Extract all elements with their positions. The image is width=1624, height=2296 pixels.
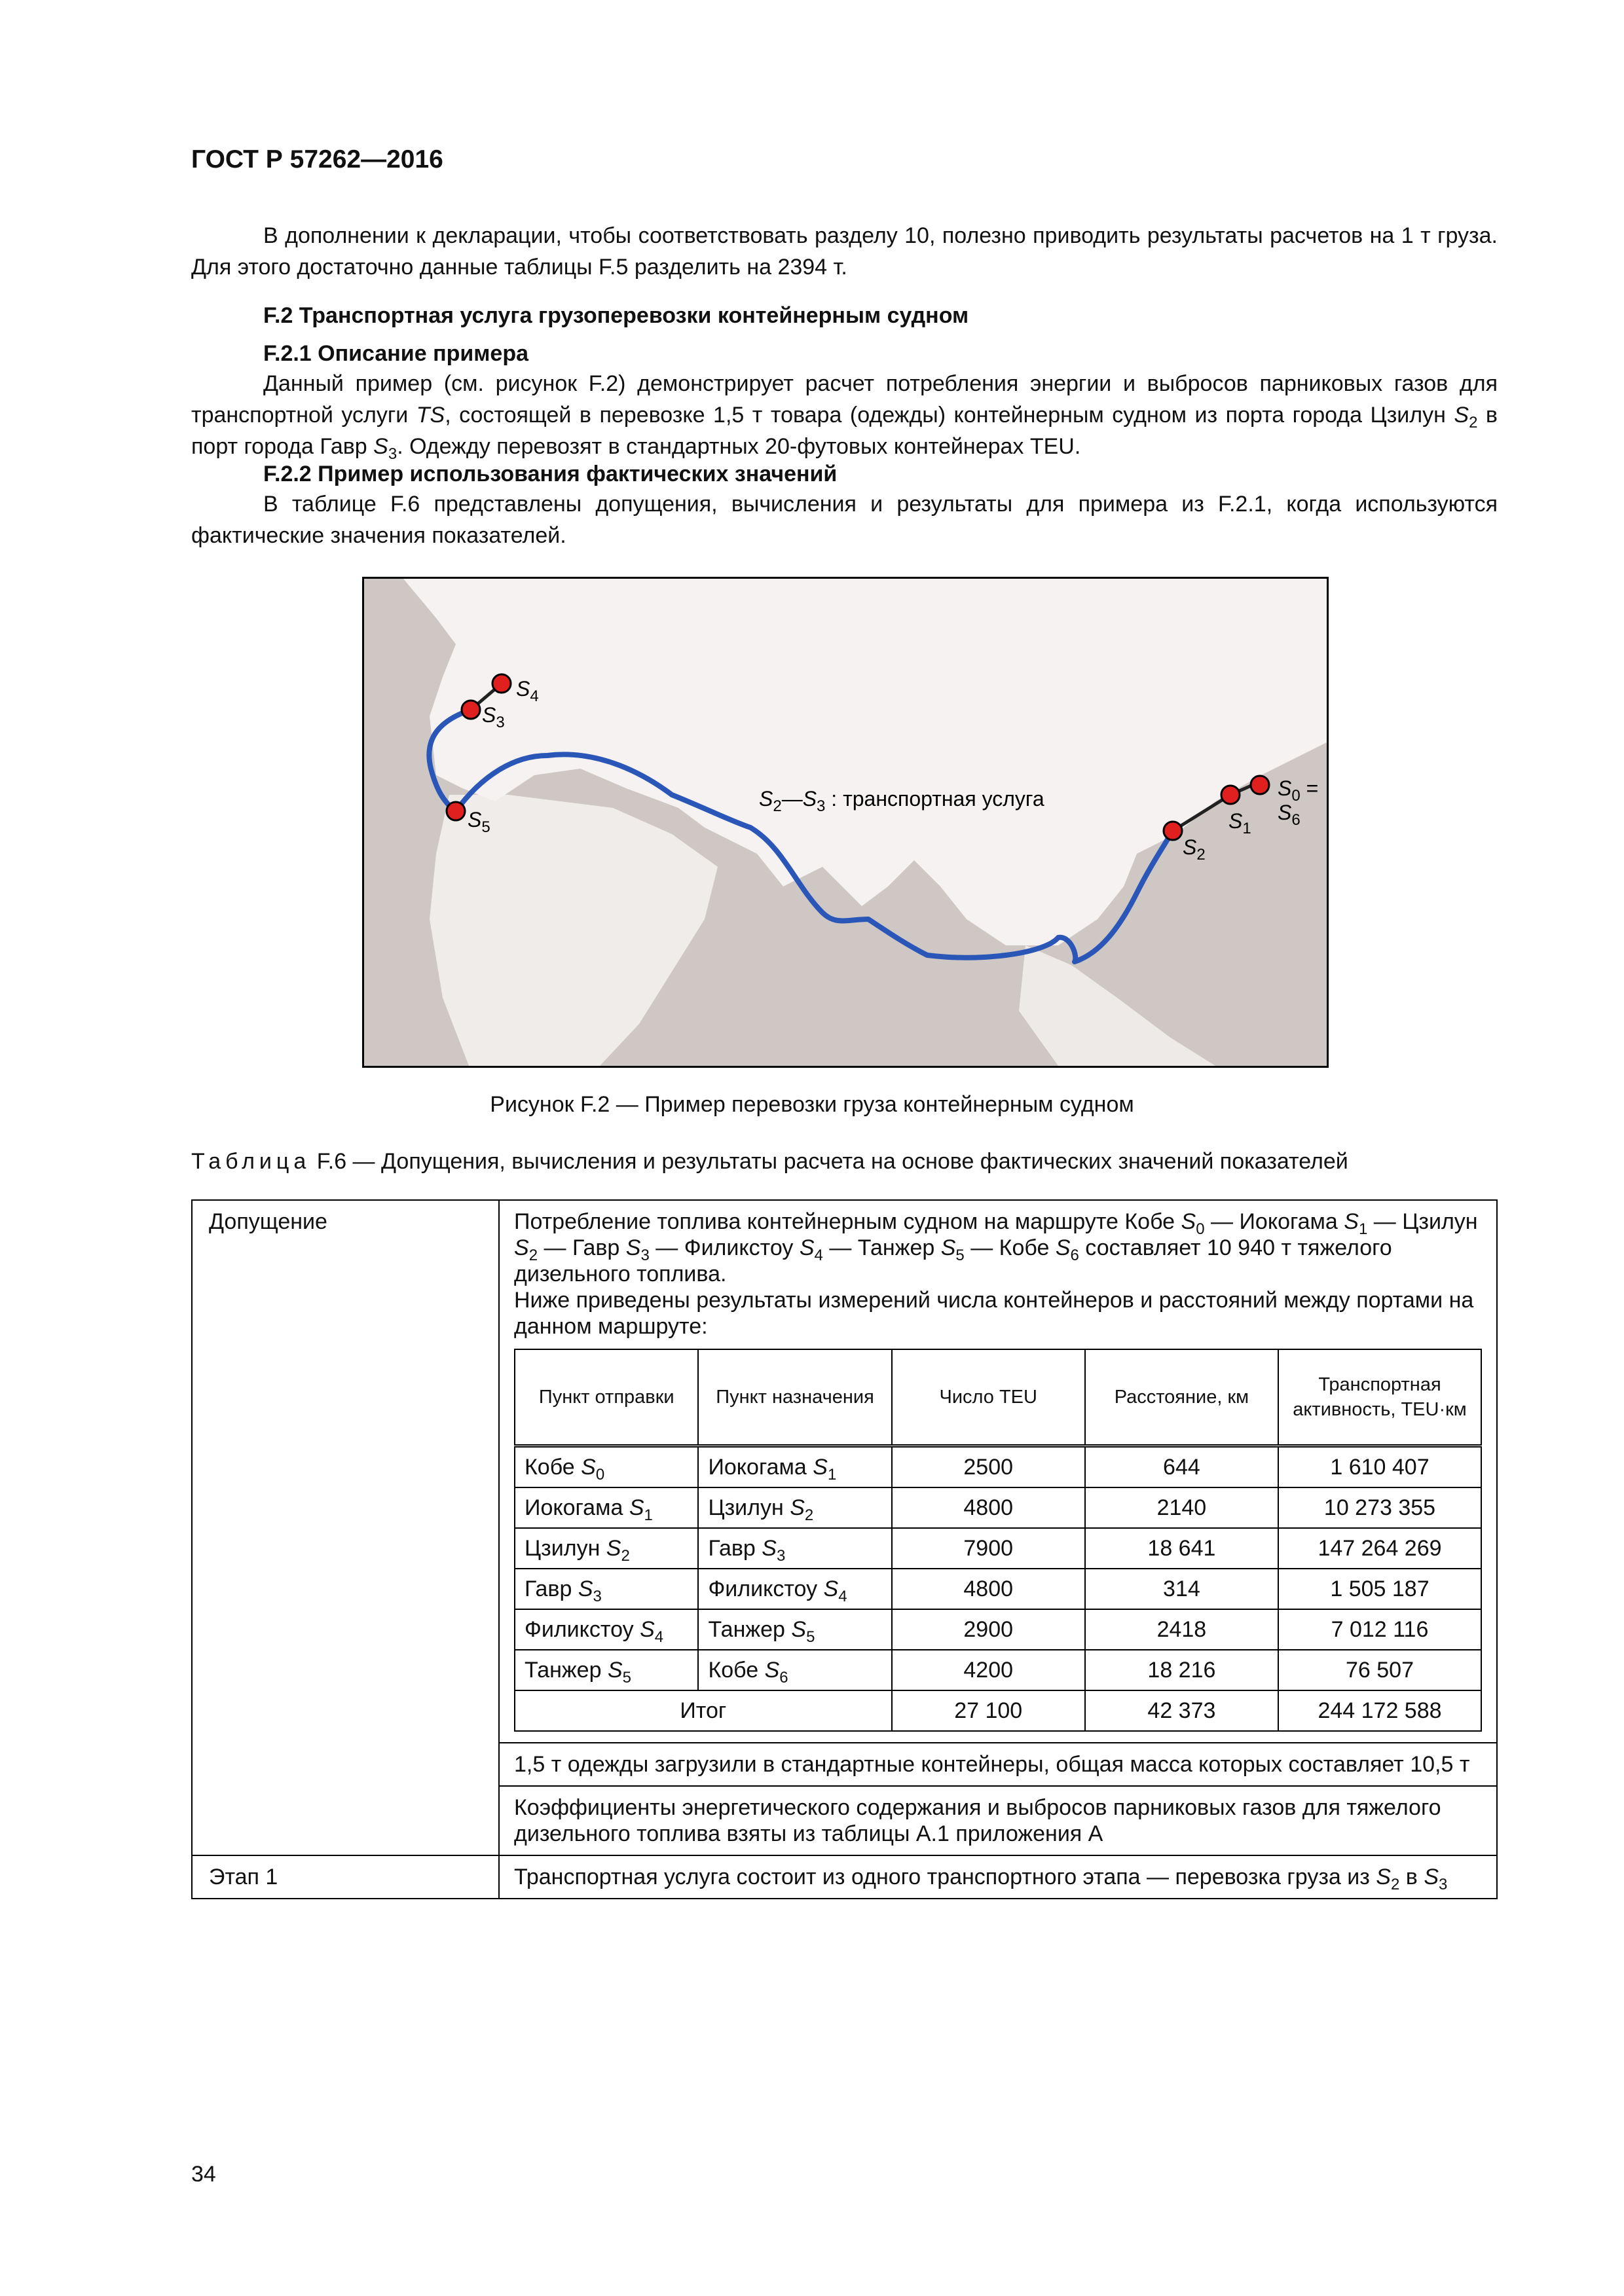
to-port: Иокогама $S_1$ — [698, 1446, 891, 1488]
table-row — [515, 1446, 1481, 1488]
figure-caption: Рисунок F.2 — Пример перевозки груза контейнерным судном — [490, 1092, 1134, 1117]
table-row — [515, 1528, 1481, 1569]
label-s3: $S_3$ — [482, 703, 505, 731]
table-row — [192, 1200, 1497, 1743]
distance-value: 644 — [1085, 1446, 1278, 1488]
inner-header-row — [515, 1349, 1481, 1446]
distance-value: 314 — [1085, 1569, 1278, 1609]
activity-value: 76 507 — [1278, 1650, 1481, 1690]
teu-value: 7900 — [892, 1528, 1085, 1569]
stage-label: Этап 1 — [192, 1855, 499, 1899]
document-id: ГОСТ Р 57262—2016 — [191, 145, 443, 173]
section-f21-paragraph: Данный пример (см. рисунок F.2) демонстрирует расчет потребления энергии и выбросов парниковых газов для транспортной услуги TS, состоящей в перевозке 1,5 т товара (одежды) контейнерным судном из порта города Цзилун $S_2$ в порт города Гавр $S_3$. Одежду перевозят в стандартных 20-футовых контейнерах TEU. — [191, 371, 1498, 463]
route-label: $S_2—S_3$ : транспортная услуга — [759, 787, 1044, 815]
teu-value: 4200 — [892, 1650, 1085, 1690]
total-teu: 27 100 — [892, 1690, 1085, 1731]
port-marker-s0 — [1251, 776, 1269, 794]
teu-value: 4800 — [892, 1487, 1085, 1528]
fuel-consumption-text: Потребление топлива контейнерным судном на маршруте Кобе $S_0$ — Иокогама $S_1$ — Цзилун $S_2$ — Гавр $S_3$ — Филикстоу $S_4$ — Танжер $S_5$ — Кобе $S_6$ составляет 10 940 т тяжелого дизельного топлива. — [514, 1209, 1478, 1286]
distance-value: 18 216 — [1085, 1650, 1278, 1690]
table-row — [192, 1855, 1497, 1899]
header-teu: Число TEU — [892, 1349, 1085, 1446]
from-port: Кобе $S_0$ — [515, 1446, 698, 1488]
label-s4: $S_4$ — [516, 677, 539, 705]
to-port: Цзилун $S_2$ — [698, 1487, 891, 1528]
to-port: Филикстоу $S_4$ — [698, 1569, 891, 1609]
route-measurements-table — [514, 1349, 1482, 1732]
port-marker-s4 — [492, 674, 511, 693]
label-s1: $S_1$ — [1228, 809, 1251, 837]
teu-value: 2500 — [892, 1446, 1085, 1488]
section-f22-paragraph: В таблице F.6 представлены допущения, вычисления и результаты для примера из F.2.1, когда используются фактические значения показателей. — [191, 492, 1498, 548]
activity-value: 1 610 407 — [1278, 1446, 1481, 1488]
stage-description: Транспортная услуга состоит из одного транспортного этапа — перевозка груза из $S_2$ в $S_3$ — [499, 1855, 1497, 1899]
from-port: Танжер $S_5$ — [515, 1650, 698, 1690]
from-port: Филикстоу $S_4$ — [515, 1609, 698, 1650]
label-s0-s6: $S_0 = S_6$ — [1278, 776, 1319, 829]
table-row — [515, 1569, 1481, 1609]
label-s5: $S_5$ — [468, 808, 490, 836]
distance-value: 2140 — [1085, 1487, 1278, 1528]
header-distance: Расстояние, км — [1085, 1349, 1278, 1446]
to-port: Гавр $S_3$ — [698, 1528, 891, 1569]
distance-value: 2418 — [1085, 1609, 1278, 1650]
section-f21-title: F.2.1 Описание примера — [263, 341, 529, 366]
table-row — [515, 1650, 1481, 1690]
header-activity: Транспортная активность, TEU·км — [1278, 1349, 1481, 1446]
activity-value: 10 273 355 — [1278, 1487, 1481, 1528]
table-row — [515, 1609, 1481, 1650]
total-label: Итог — [515, 1690, 892, 1731]
from-port: Гавр $S_3$ — [515, 1569, 698, 1609]
port-marker-s3 — [462, 701, 480, 719]
port-marker-s1 — [1221, 786, 1240, 804]
to-port: Танжер $S_5$ — [698, 1609, 891, 1650]
label-s2: $S_2$ — [1183, 835, 1206, 864]
header-departure: Пункт отправки — [515, 1349, 698, 1446]
activity-value: 147 264 269 — [1278, 1528, 1481, 1569]
teu-value: 2900 — [892, 1609, 1085, 1650]
assumption-cell — [499, 1200, 1497, 1743]
teu-value: 4800 — [892, 1569, 1085, 1609]
assumption-label: Допущение — [192, 1200, 499, 1855]
port-marker-s5 — [447, 802, 465, 820]
ts-symbol: TS — [416, 403, 445, 428]
header-destination: Пункт назначения — [698, 1349, 891, 1446]
world-map — [364, 579, 1327, 1066]
section-f2-title: F.2 Транспортная услуга грузоперевозки контейнерным судном — [263, 303, 969, 328]
to-port: Кобе $S_6$ — [698, 1650, 891, 1690]
assumptions-table — [191, 1199, 1498, 1899]
activity-value: 1 505 187 — [1278, 1569, 1481, 1609]
total-activity: 244 172 588 — [1278, 1690, 1481, 1731]
coefficients-text: Коэффициенты энергетического содержания и выбросов парниковых газов для тяжелого дизельного топлива взяты из таблицы А.1 приложения А — [499, 1786, 1497, 1855]
from-port: Иокогама $S_1$ — [515, 1487, 698, 1528]
intro-paragraph: В дополнении к декларации, чтобы соответствовать разделу 10, полезно приводить результаты расчетов на 1 т груза. Для этого достаточно данные таблицы F.5 разделить на 2394 т. — [191, 223, 1498, 280]
table-caption: Таблица F.6 — Допущения, вычисления и результаты расчета на основе фактических значений показателей — [191, 1149, 1348, 1174]
measurements-intro-text: Ниже приведены результаты измерений числа контейнеров и расстояний между портами на данном маршруте: — [514, 1288, 1474, 1339]
from-port: Цзилун $S_2$ — [515, 1528, 698, 1569]
port-marker-s2 — [1164, 822, 1182, 840]
activity-value: 7 012 116 — [1278, 1609, 1481, 1650]
section-f22-title: F.2.2 Пример использования фактических значений — [263, 462, 838, 486]
distance-value: 18 641 — [1085, 1528, 1278, 1569]
table-row — [515, 1487, 1481, 1528]
container-mass-text: 1,5 т одежды загрузили в стандартные контейнеры, общая масса которых составляет 10,5 т — [499, 1743, 1497, 1786]
total-row — [515, 1690, 1481, 1731]
route-map-figure — [362, 577, 1329, 1068]
page-number: 34 — [191, 2162, 216, 2187]
total-distance: 42 373 — [1085, 1690, 1278, 1731]
